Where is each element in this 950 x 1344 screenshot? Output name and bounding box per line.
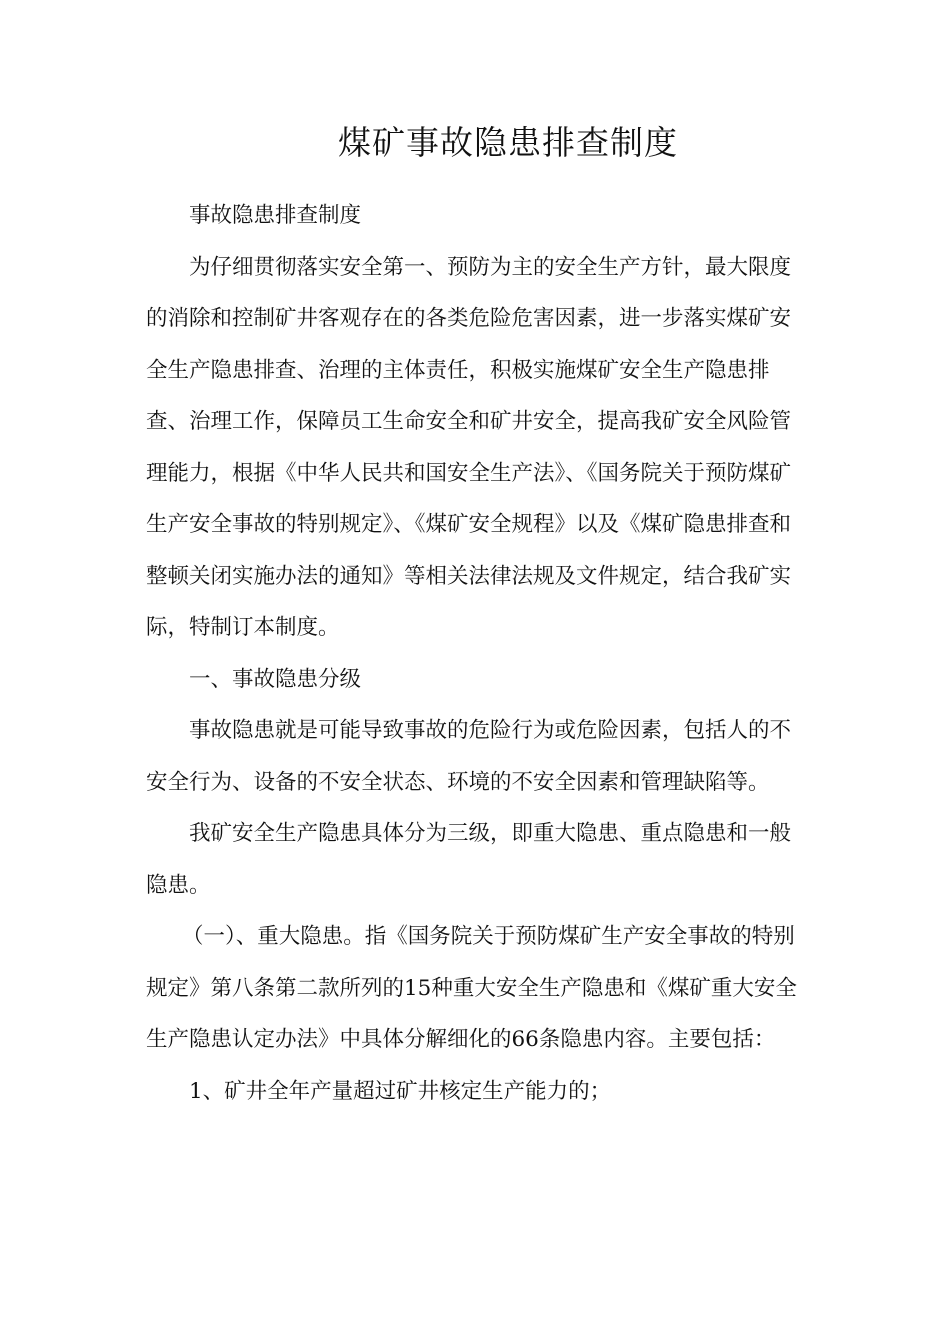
document-body <box>146 190 806 1117</box>
definition-paragraph: 事故隐患就是可能导致事故的危险行为或危险因素，包括人的不安全行为、设备的不安全状态、环境的不安全因素和管理缺陷等。 <box>146 718 792 795</box>
intro-paragraph: 为仔细贯彻落实安全第一、预防为主的安全生产方针，最大限度的消除和控制矿井客观存在的各类危险危害因素，进一步落实煤矿安全生产隐患排查、治理的主体责任，积极实施煤矿安全生产隐患排查、治理工作，保障员工生命安全和矿井安全，提高我矿安全风险管理能力，根据《中华人民共和国安全生产法》、《国务院关于预防煤矿生产安全事故的特别规定》、《煤矿安全规程》以及《煤矿隐患排查和整顿关闭实施办法的通知》等相关法律法规及文件规定，结合我矿实际，特制订本制度。 <box>146 254 792 640</box>
document-title: 煤矿事故隐患排查制度 <box>338 123 678 162</box>
section-heading: 事故隐患排查制度 <box>189 203 362 228</box>
section-heading-grading: 一、事故隐患分级 <box>189 666 362 692</box>
list-item: 1、矿井全年产量超过矿井核定生产能力的； <box>189 1078 612 1104</box>
major-hazard-paragraph: （一）、重大隐患。指《国务院关于预防煤矿生产安全事故的特别规定》第八条第二款所列的15种重大安全生产隐患和《煤矿重大安全生产隐患认定办法》中具体分解细化的66条隐患内容。主要包括： <box>146 924 797 1052</box>
classification-paragraph: 我矿安全生产隐患具体分为三级，即重大隐患、重点隐患和一般隐患。 <box>146 821 792 898</box>
